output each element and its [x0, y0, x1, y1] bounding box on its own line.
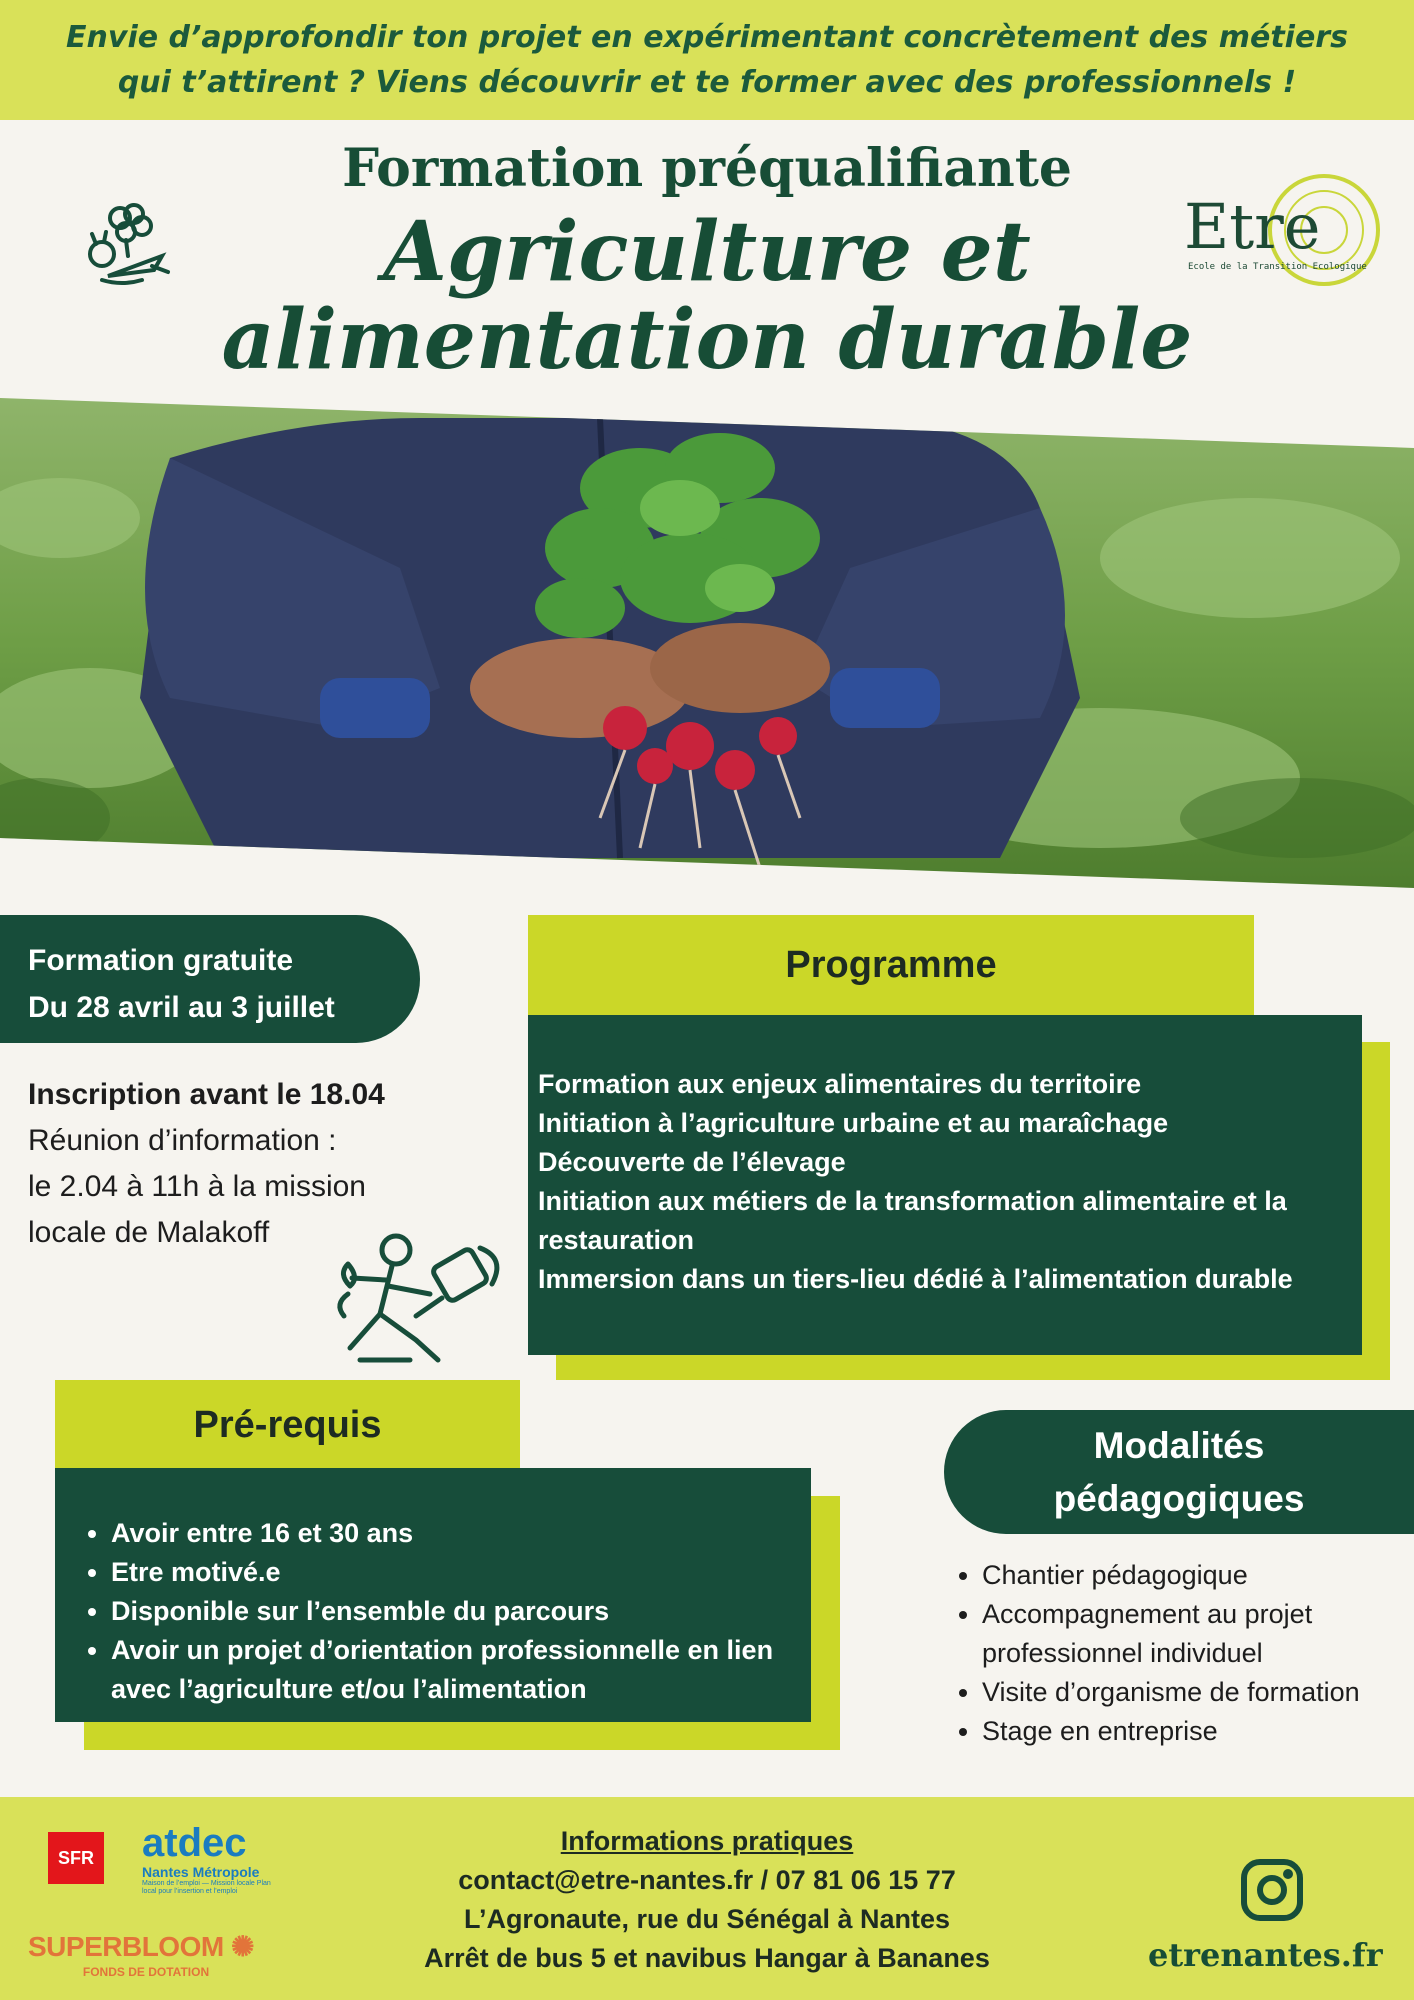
- dates-pill: [0, 915, 420, 1043]
- date-range: Du 28 avril au 3 juillet: [28, 991, 335, 1024]
- etre-logo: [1180, 170, 1390, 300]
- modalites-heading-line2: pédagogiques: [1053, 1478, 1305, 1519]
- prerequis-item: • Avoir un projet d’orientation professionnelle en lien avec l’agriculture et/ou l’alimentation: [111, 1631, 791, 1709]
- programme-item: Découverte de l’élevage: [538, 1147, 846, 1177]
- transport-line: Arrêt de bus 5 et navibus Hangar à Bananes: [424, 1943, 990, 1973]
- atdec-small-text: Maison de l’emploi — Mission locale Plan local pour l’insertion et l’emploi: [142, 1880, 271, 1895]
- logo-subtitle: Ecole de la Transition Ecologique: [1188, 262, 1367, 272]
- programme-item: Initiation aux métiers de la transformation alimentaire et la restauration: [538, 1186, 1287, 1255]
- prerequis-heading: Pré-requis: [55, 1380, 520, 1470]
- info-meeting-line1: Réunion d’information :: [28, 1124, 337, 1157]
- programme-item: Immersion dans un tiers-lieu dédié à l’alimentation durable: [538, 1264, 1293, 1294]
- instagram-icon[interactable]: [1240, 1858, 1304, 1922]
- programme-item: Initiation à l’agriculture urbaine et au maraîchage: [538, 1108, 1169, 1138]
- prerequis-list: [111, 1514, 791, 1709]
- tagline-text: Envie d’approfondir ton projet en expérimentant concrètement des métiers qui t’attirent ? Viens découvrir et te former avec des professionnels !: [66, 20, 1348, 100]
- logo-word: Etre: [1184, 190, 1321, 263]
- prerequis-item: • Etre motivé.e: [111, 1553, 791, 1592]
- address-line: L’Agronaute, rue du Sénégal à Nantes: [463, 1904, 951, 1934]
- modalites-heading: [944, 1410, 1414, 1534]
- prerequis-box: [55, 1468, 811, 1722]
- info-meeting-line2: le 2.04 à 11h à la mission: [28, 1170, 366, 1203]
- website-link[interactable]: etrenantes.fr: [1148, 1936, 1383, 1974]
- practical-info: [370, 1822, 1044, 1978]
- sfr-logo: SFR: [48, 1832, 104, 1884]
- modalites-item: • Stage en entreprise: [982, 1712, 1412, 1751]
- superbloom-name: SUPERBLOOM ✺: [28, 1931, 254, 1962]
- superbloom-logo: [28, 1930, 264, 1979]
- hero-photo-radishes: [0, 398, 1414, 888]
- info-meeting-line3: locale de Malakoff: [28, 1216, 270, 1249]
- practical-info-heading: Informations pratiques: [560, 1826, 854, 1856]
- atdec-name: atdec: [142, 1821, 247, 1865]
- atdec-logo: [142, 1822, 272, 1896]
- programme-heading: Programme: [528, 915, 1254, 1015]
- modalites-item: • Visite d’organisme de formation: [982, 1673, 1412, 1712]
- programme-list: [538, 1065, 1352, 1299]
- vegetables-icon: [82, 196, 182, 296]
- prerequis-item: • Avoir entre 16 et 30 ans: [111, 1514, 791, 1553]
- registration-deadline: Inscription avant le 18.04: [28, 1078, 385, 1111]
- free-training-label: Formation gratuite: [28, 944, 294, 977]
- gardener-watering-icon: [330, 1228, 510, 1376]
- tagline-banner: [0, 0, 1414, 120]
- flower-icon: ✺: [230, 1931, 254, 1962]
- modalites-list: [982, 1556, 1412, 1751]
- title-main: Agriculture et alimentation durable: [221, 204, 1193, 388]
- title-prequalifiante: Formation préqualifiante: [342, 138, 1072, 199]
- prerequis-item: • Disponible sur l’ensemble du parcours: [111, 1592, 791, 1631]
- modalites-item: • Accompagnement au projet professionnel individuel: [982, 1595, 1412, 1673]
- superbloom-subtitle: FONDS DE DOTATION: [82, 1965, 210, 1979]
- contact-line[interactable]: contact@etre-nantes.fr / 07 81 06 15 77: [458, 1865, 956, 1895]
- modalites-heading-line1: Modalités: [1093, 1425, 1265, 1466]
- modalites-item: • Chantier pédagogique: [982, 1556, 1412, 1595]
- programme-box: [528, 1015, 1362, 1355]
- programme-item: Formation aux enjeux alimentaires du territoire: [538, 1069, 1142, 1099]
- atdec-subtitle: Nantes Métropole: [142, 1864, 260, 1880]
